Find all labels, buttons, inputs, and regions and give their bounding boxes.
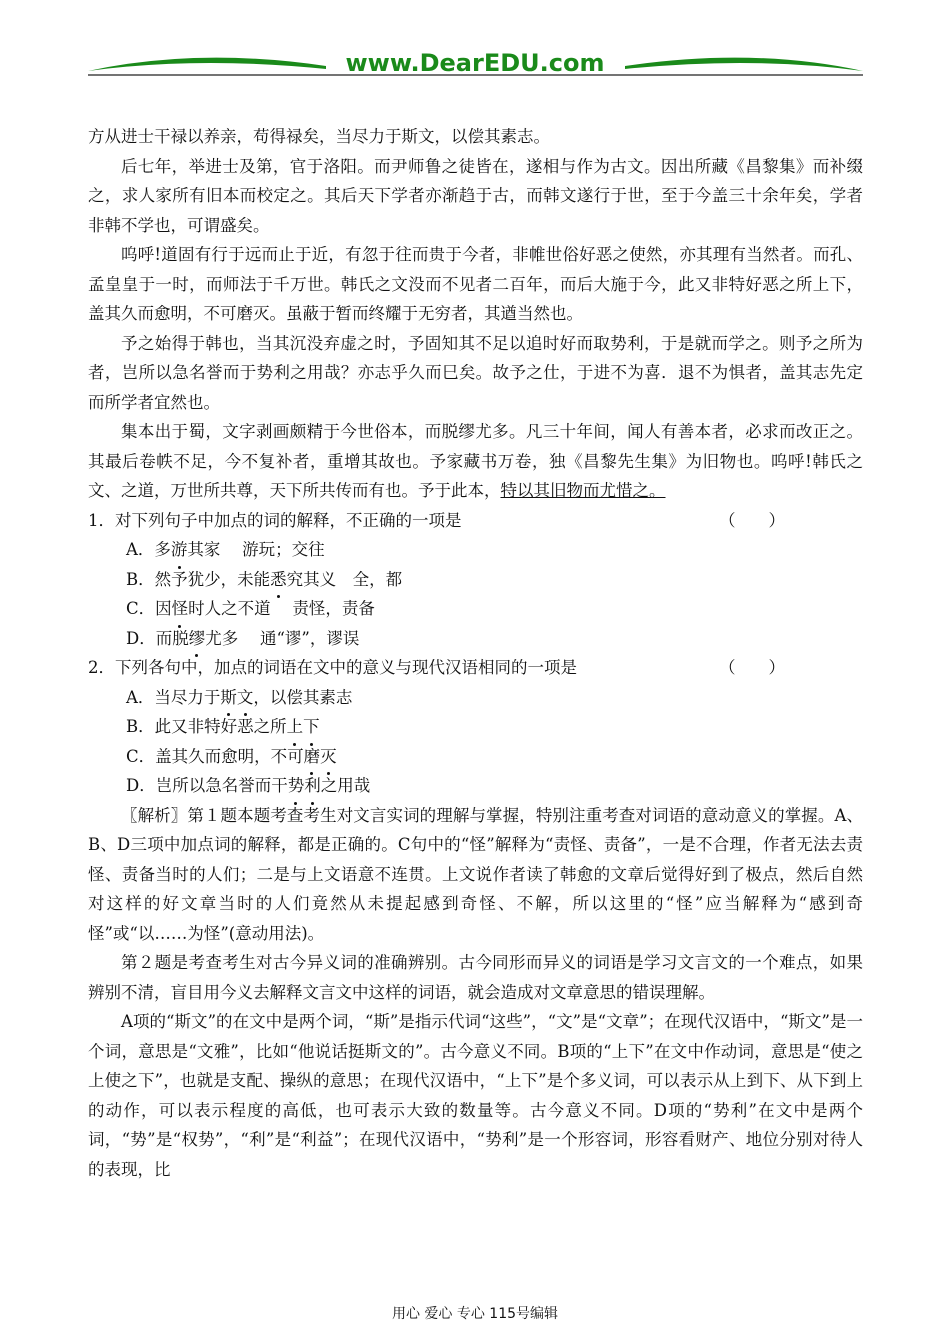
left-swoosh xyxy=(88,58,326,71)
option-text: 尤多 通“谬”，谬误 xyxy=(205,628,360,648)
passage-paragraph: 予之始得于韩也，当其沉没弃虚之时，予固知其不足以追时好而取势利，于是就而学之。则予之所为者，岂所以急名誉而于势利之用哉？亦志乎久而巳矣。故予之仕，于进不为喜．退不为惧者，盖其志先定而所学者宜然也。 xyxy=(88,333,863,412)
dotted-word: 缪 xyxy=(189,624,206,654)
page-footer: 用心 爱心 专心 115号编辑 xyxy=(391,1306,559,1322)
option-text: A．当尽力于 xyxy=(126,687,221,707)
analysis-paragraph: 〖解析〗第１题本题考查考生对文言实词的理解与掌握，特别注重考查对词语的意动意义的掌握。A、B、D三项中加点词的解释，都是正确的。C句中的“怪”解释为“责怪、责备”，一是不合理，作者无法去责怪、责备当时的人们；二是与上文语意不连贯。上文说作者读了韩愈的文章后觉得好到了极点，然后自然对这样的好文章当时的人们竟然从未提起感到奇怪、不解，所以这里的“怪”应当解释为“感到奇怪”或“以……为怪”(意动用法)。 xyxy=(88,805,863,943)
option-text: 之用哉 xyxy=(320,776,371,795)
dotted-word: 文 xyxy=(237,683,254,713)
analysis-paragraph: 第２题是考查考生对古今异义词的准确辨别。古今同形而异义的词语是学习文言文的一个难点，如果辨别不清，盲目用今义去解释文言文中这样的词语，就会造成对文章意思的错误理解。 xyxy=(88,953,863,1002)
dotted-word: 势 xyxy=(288,771,305,801)
question-1 xyxy=(88,506,863,536)
option-text: C．因 xyxy=(126,599,172,618)
option-text: B．此又非特好恶之所 xyxy=(126,717,287,736)
option-text: 究其义 全，都 xyxy=(286,569,403,589)
option-c xyxy=(88,594,863,624)
dotted-word: 怪 xyxy=(172,594,189,624)
dotted-word: 下 xyxy=(303,712,320,742)
option-a xyxy=(88,683,863,713)
option-c xyxy=(88,742,863,772)
option-text: 时人之不道 责怪，责备 xyxy=(188,599,375,618)
answer-blank: （ ） xyxy=(719,658,785,677)
passage-text: 集本出于蜀，文字剥画颇精于今世俗本，而脱缪尤多。凡三十年间，闻人有善本者，必求而改正之。其最后卷帙不足，今不复补者，重增其故也。予家藏书万卷，独《昌黎先生集》为旧物也。呜呼!韩氏之文、之道，万世所共尊，天下所共传而有也。予于此本， xyxy=(88,422,863,500)
right-swoosh xyxy=(625,58,863,71)
option-b xyxy=(88,712,863,742)
option-text: B．然予犹少，未能 xyxy=(126,569,271,589)
page-header xyxy=(88,44,863,80)
passage-paragraph: 后七年，举进士及第，官于洛阳。而尹师鲁之徒皆在，遂相与作为古文。因出所藏《昌黎集》而补缀之，求人家所有旧本而校定之。其后天下学者亦渐趋于古，而韩文遂行于世，至于今盖三十余年矣，学者非韩不学也，可谓盛矣。 xyxy=(88,156,863,235)
passage-paragraph: 呜呼!道固有行于远而止于近，有忽于往而贵于今者，非帷世俗好恶之使然，亦其理有当然者。而孔、孟皇皇于一时，而师法于千万世。韩氏之文没而不见者二百年，而后大施于今，此又非特好恶之所上下，盖其久而愈明，不可磨灭。虽蔽于暂而终耀于无穷者，其遒当然也。 xyxy=(88,245,863,323)
option-text: A．多 xyxy=(126,540,171,559)
option-text: C．盖其久而愈明，不可 xyxy=(126,746,304,766)
logo-text: www.DearEDU.com xyxy=(345,49,605,77)
option-text: 其家 游玩；交往 xyxy=(187,540,325,559)
option-text: ，以偿其素志 xyxy=(253,687,353,707)
dotted-word: 磨 xyxy=(304,742,321,772)
dotted-word: 斯 xyxy=(220,683,237,713)
passage-paragraph xyxy=(88,417,863,506)
dotted-word: 灭 xyxy=(320,742,337,772)
option-d xyxy=(88,771,863,801)
dotted-word: 悉 xyxy=(270,565,287,595)
dearedu-logo xyxy=(88,44,863,80)
answer-blank: （ ） xyxy=(719,510,785,530)
analysis-paragraph: A项的“斯文”的在文中是两个词，“斯”是指示代词“这些”，“文”是“文章”；在现代汉语中，“斯文”是一个词，意思是“文雅”，比如“他说话挺斯文的”。古今意义不同。B项的“上下”在文中作动词，意思是“使之上使之下”，也就是支配、操纵的意思；在现代汉语中，“上下”是个多义词，可以表示从上到下、从下到上的动作，可以表示程度的高低，也可表示大致的数量等。古今意义不同。D项的“势利”在文中是两个词，“势”是“权势”，“利”是“利益”；在现代汉语中，“势利”是一个形容词，形容看财产、地位分别对待人的表现，比 xyxy=(88,1012,863,1179)
dotted-word: 游 xyxy=(171,535,188,565)
dotted-word: 利 xyxy=(304,771,321,801)
dotted-word: 上 xyxy=(287,712,304,742)
question-stem: 1．对下列句子中加点的词的解释，不正确的一项是 xyxy=(88,510,462,530)
passage-paragraph: 方从进士干禄以养亲，苟得禄矣，当尽力于斯文，以偿其素志。 xyxy=(88,127,550,146)
document-body xyxy=(88,122,863,1184)
option-text: D．岂所以急名誉而干 xyxy=(126,776,288,795)
option-b xyxy=(88,565,863,595)
option-d xyxy=(88,624,863,654)
underlined-sentence: 特以其旧物而尤惜之。 xyxy=(500,481,666,500)
question-stem: 2．下列各句中，加点的词语在文中的意义与现代汉语相同的一项是 xyxy=(88,658,577,677)
option-text: D．而脱 xyxy=(126,628,189,648)
option-a xyxy=(88,535,863,565)
question-2 xyxy=(88,653,863,683)
